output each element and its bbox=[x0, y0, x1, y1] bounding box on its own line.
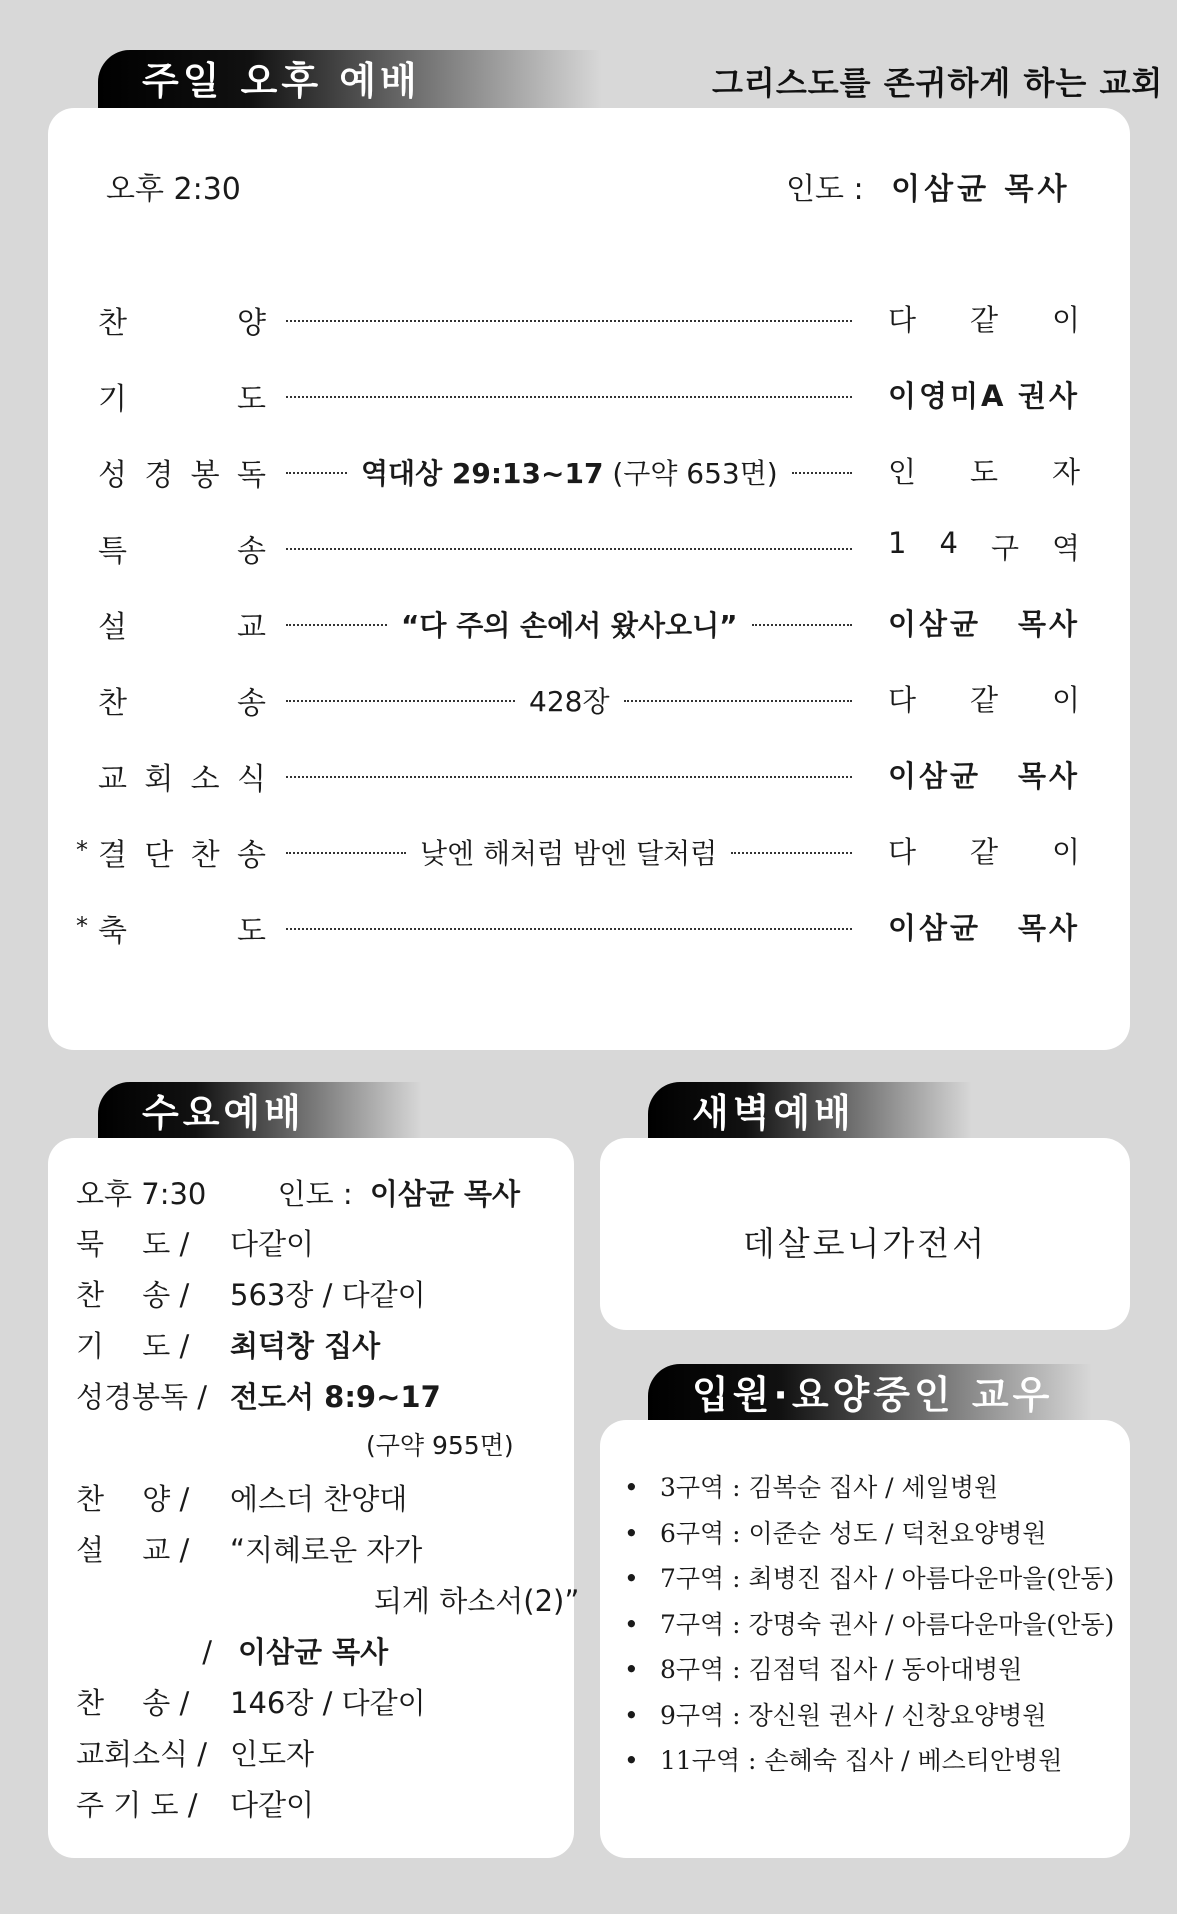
patient-item: • 11구역 : 손혜숙 집사 / 베스티안병원 bbox=[624, 1746, 1063, 1775]
star-mark: * bbox=[76, 836, 88, 864]
wednesday-line bbox=[76, 1579, 579, 1620]
wednesday-line-label: / bbox=[202, 1635, 212, 1669]
wednesday-line bbox=[76, 1528, 422, 1569]
wednesday-line bbox=[76, 1222, 314, 1263]
wednesday-line-value: (구약 955면) bbox=[366, 1431, 514, 1460]
wednesday-line-value: 146장 / 다같이 bbox=[230, 1686, 426, 1720]
bullet-icon: • bbox=[624, 1473, 639, 1502]
order-row bbox=[0, 830, 1130, 873]
wednesday-line bbox=[76, 1630, 388, 1671]
leader-dots bbox=[792, 472, 852, 474]
order-row bbox=[0, 906, 1130, 949]
wednesday-line-value: 되게 하소서(2)” bbox=[374, 1584, 580, 1618]
bullet-icon: • bbox=[624, 1655, 639, 1684]
order-content: “다 주의 손에서 왔사오니” bbox=[401, 609, 738, 642]
patient-item: • 6구역 : 이준순 성도 / 덕천요양병원 bbox=[624, 1518, 1047, 1548]
wednesday-line bbox=[76, 1324, 380, 1365]
order-label: 기 도 bbox=[98, 382, 266, 417]
order-person: 인 도 자 bbox=[888, 455, 1080, 489]
wednesday-line-label: 설 교 / bbox=[76, 1533, 190, 1567]
wednesday-line-value: 최덕창 집사 bbox=[230, 1329, 381, 1363]
order-content: 428장 bbox=[529, 685, 610, 718]
order-label: 특 송 bbox=[98, 534, 266, 569]
leader-dots bbox=[286, 776, 852, 778]
order-row bbox=[0, 450, 1130, 493]
order-label: 결 단 찬 송 bbox=[98, 838, 266, 873]
sunday-time: 오후 2:30 bbox=[106, 172, 241, 207]
patients-tab: 입원·요양중인 교우 bbox=[648, 1364, 1092, 1422]
leader-label: 인도 : bbox=[786, 172, 864, 207]
leader-name: 이삼균 목사 bbox=[891, 172, 1071, 207]
leader-dots bbox=[286, 548, 852, 550]
wednesday-line-value: 에스더 찬양대 bbox=[230, 1482, 408, 1516]
order-row bbox=[0, 374, 1130, 417]
order-person: 1 4 구 역 bbox=[888, 526, 1080, 565]
wednesday-line bbox=[76, 1783, 314, 1824]
wednesday-line bbox=[76, 1426, 514, 1462]
dawn-tab: 새벽예배 bbox=[648, 1082, 972, 1140]
patient-item: • 8구역 : 김점덕 집사 / 동아대병원 bbox=[624, 1655, 1023, 1684]
leader-dots bbox=[286, 320, 852, 322]
wednesday-line-value: 다같이 bbox=[230, 1227, 315, 1261]
order-row bbox=[0, 678, 1130, 721]
order-row bbox=[0, 298, 1130, 341]
wednesday-line-value: 인도자 bbox=[230, 1737, 315, 1771]
order-row bbox=[0, 602, 1130, 645]
sunday-tab: 주일 오후 예배 bbox=[98, 50, 602, 108]
patient-item: • 3구역 : 김복순 집사 / 세일병원 bbox=[624, 1473, 999, 1502]
wednesday-line bbox=[76, 1681, 426, 1722]
order-label: 교 회 소 식 bbox=[98, 762, 266, 797]
order-content: 낮엔 해처럼 밤엔 달처럼 bbox=[420, 837, 718, 870]
order-person: 이삼균 목사 bbox=[888, 911, 1080, 945]
sunday-leader bbox=[786, 164, 1071, 208]
order-person: 다 같 이 bbox=[888, 835, 1080, 869]
wednesday-line-value: “지혜로운 자가 bbox=[230, 1533, 423, 1567]
order-person: 이삼균 목사 bbox=[888, 759, 1080, 793]
leader-dots bbox=[286, 396, 852, 398]
order-person: 다 같 이 bbox=[888, 683, 1080, 717]
dawn-text: 데살로니가전서 bbox=[742, 1224, 988, 1263]
order-label: 찬 양 bbox=[98, 306, 266, 341]
order-label: 설 교 bbox=[98, 610, 266, 645]
patient-item: • 7구역 : 최병진 집사 / 아름다운마을(안동) bbox=[624, 1564, 1115, 1593]
order-label: 찬 송 bbox=[98, 686, 266, 721]
leader-dots bbox=[286, 624, 387, 626]
order-row bbox=[0, 754, 1130, 797]
patients-list bbox=[624, 1468, 1114, 1787]
leader-dots bbox=[624, 700, 853, 702]
order-label: 축 도 bbox=[98, 914, 266, 949]
wednesday-line-value: 이삼균 목사 bbox=[238, 1635, 389, 1669]
wednesday-line-label: 찬 양 / bbox=[76, 1482, 190, 1516]
wednesday-line-label: 찬 송 / bbox=[76, 1686, 190, 1720]
wednesday-header bbox=[76, 1172, 520, 1213]
order-row bbox=[0, 526, 1130, 569]
wednesday-leader: 이삼균 목사 bbox=[369, 1177, 521, 1211]
wednesday-line bbox=[76, 1273, 426, 1314]
wednesday-time: 오후 7:30 bbox=[76, 1177, 207, 1211]
wednesday-line-value: 563장 / 다같이 bbox=[230, 1278, 426, 1312]
wednesday-line-label: 교회소식 / bbox=[76, 1737, 208, 1771]
wednesday-line bbox=[76, 1477, 407, 1518]
bullet-icon: • bbox=[624, 1564, 639, 1593]
wednesday-line-label: 주 기 도 / bbox=[76, 1788, 198, 1822]
wednesday-line-value: 다같이 bbox=[230, 1788, 315, 1822]
wednesday-line-label: 성경봉독 / bbox=[76, 1380, 208, 1414]
leader-dots bbox=[286, 700, 515, 702]
order-person: 다 같 이 bbox=[888, 303, 1080, 337]
patient-item: • 7구역 : 강명숙 권사 / 아름다운마을(안동) bbox=[624, 1609, 1115, 1639]
leader-dots bbox=[286, 852, 406, 854]
leader-dots bbox=[752, 624, 852, 626]
wednesday-line-value: 전도서 8:9~17 bbox=[230, 1380, 441, 1414]
order-person: 이삼균 목사 bbox=[888, 607, 1080, 641]
wednesday-tab: 수요예배 bbox=[98, 1082, 422, 1140]
wednesday-line bbox=[76, 1375, 441, 1416]
leader-dots bbox=[286, 928, 852, 930]
wednesday-line-label: 묵 도 / bbox=[76, 1227, 190, 1261]
bullet-icon: • bbox=[624, 1746, 639, 1775]
order-label: 성 경 봉 독 bbox=[98, 458, 266, 493]
order-person: 이영미A 권사 bbox=[888, 379, 1080, 413]
leader-dots bbox=[286, 472, 347, 474]
wednesday-leader-label: 인도 : bbox=[277, 1177, 353, 1211]
patient-item: • 9구역 : 장신원 권사 / 신창요양병원 bbox=[624, 1700, 1047, 1730]
wednesday-line bbox=[76, 1732, 314, 1773]
order-content: 역대상 29:13~17 (구약 653면) bbox=[361, 457, 778, 490]
leader-dots bbox=[731, 852, 852, 854]
bullet-icon: • bbox=[624, 1609, 639, 1639]
wednesday-line-label: 기 도 / bbox=[76, 1329, 190, 1363]
wednesday-line-label: 찬 송 / bbox=[76, 1278, 190, 1312]
star-mark: * bbox=[76, 912, 88, 940]
bullet-icon: • bbox=[624, 1700, 639, 1730]
church-motto: 그리스도를 존귀하게 하는 교회 bbox=[712, 64, 1164, 102]
bullet-icon: • bbox=[624, 1518, 639, 1548]
